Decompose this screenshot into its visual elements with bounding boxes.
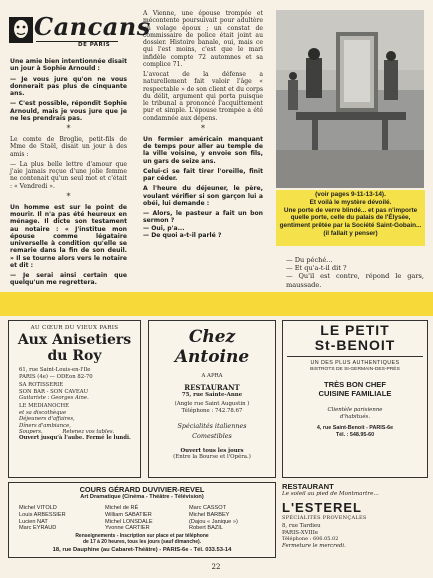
anecdote-fermier-3: A l'heure du déjeuner, le père, voulant vérifier si son garçon lui a obéi, lui demande :: [143, 185, 263, 207]
ad-aux-anisetiers: [8, 320, 141, 478]
ad-phone: Téléphone : 606.05.02: [282, 536, 339, 543]
anecdote-arnould-intro: Une amie bien intentionnée disait un jour à Sophie Arnould :: [10, 58, 127, 73]
article-column-1: [10, 58, 127, 290]
ad-phone: PARIS (4e) — ODEon 82-70: [19, 373, 93, 380]
ad-city: PARIS-XVIIIe: [282, 529, 319, 536]
ad-phone: Téléphone : 742.78.67: [181, 407, 243, 414]
ad-tagline: AU CŒUR DU VIEUX PARIS: [30, 325, 119, 331]
ad-line: CUISINE FAMILIALE: [318, 389, 392, 399]
ad-address: 18, rue Dauphine (au Cabaret-Théâtre) - PARIS-6e - Tél. 033.53-14: [52, 547, 232, 553]
ad-line-b: Retenez vos tables.: [62, 429, 115, 436]
teacher: William SABATIER: [105, 511, 152, 518]
ad-line: Spécialités italiennes: [177, 422, 247, 431]
page-number: 22: [211, 563, 221, 571]
anecdote-arnould-reply: — C'est possible, répondit Sophie Arnould, mais je vous jure que je ne les prendrais pas.: [10, 100, 127, 122]
ad-line: TRÈS BON CHEF: [323, 380, 387, 390]
anecdote-testament: Un homme est sur le point de mourir. Il n'a pas été heureux en ménage. Il dicte son testament au notaire : « J'institue mon épouse comme légataire universelle à condition qu'elle se remarie dans la fin de son deuil. » Il se tourne alors vers le notaire et dit :: [10, 203, 127, 269]
ad-line: Guitariste : Georges Aine.: [19, 395, 89, 402]
teacher: Michel BARBEY: [189, 511, 230, 518]
ad-line: LE MEDIANOCHE: [19, 403, 70, 410]
anecdote-fermier-4: — Alors, le pasteur a fait un bon sermon ?: [143, 210, 263, 225]
dialogue-3: — Qu'il est contre, répond le gars, maussade.: [286, 272, 424, 289]
teacher: Michel VITOLD: [19, 505, 57, 511]
teacher: Louis ARBESSIER: [19, 511, 66, 518]
ad-line: A APRA: [201, 373, 223, 379]
anecdote-broglie-quote: — La plus belle lettre d'amour que j'aie jamais reçue d'une jolie femme ne contenait qu'un seul mot et c'était : « Vendredi ».: [10, 160, 127, 190]
article-column-3: [286, 256, 424, 289]
masthead: [8, 10, 151, 52]
ad-line: SA ROTISSERIE: [19, 382, 64, 389]
teacher: Yvonne CARTIER: [105, 525, 150, 532]
ad-kind: RESTAURANT: [282, 482, 334, 491]
ad-line: Déjeuners d'affaires,: [19, 416, 75, 423]
anecdote-fermier-2: Celui-ci se fait tirer l'oreille, finit par céder.: [143, 167, 263, 182]
ad-name-2: St-BENOIT: [314, 337, 396, 353]
ad-name: LE PETIT: [320, 322, 390, 338]
anecdote-broglie-intro: Le comte de Broglie, petit-fils de Mme de Staël, disait un jour à des amis :: [10, 136, 127, 158]
masthead-mask-icon: [8, 14, 34, 46]
ad-chez-antoine: [148, 320, 276, 478]
ad-line: Ouvert jusqu'à l'aube. Fermé le lundi.: [19, 435, 131, 442]
caption-ref: (voir pages 9-11-13-14).: [315, 191, 386, 198]
ad-line: Fermeture le mercredi.: [282, 542, 346, 549]
teacher: Marc CASSOT: [189, 505, 226, 511]
ad-line: et sa discothèque: [19, 409, 67, 416]
separator-asterisk: *: [201, 123, 205, 133]
teachers-col-1: [19, 505, 99, 532]
ad-line: d'habitués.: [339, 413, 371, 420]
ad-address: 8, rue Tardieu: [282, 523, 321, 530]
ad-address: 75, rue Sainte-Anne: [181, 391, 243, 398]
ad-line: Comestibles: [192, 431, 232, 440]
teacher: Robert BAZIL: [189, 525, 223, 532]
article-column-2: [143, 10, 263, 242]
masthead-title: Cancans: [34, 12, 151, 41]
teachers-col-2: [105, 505, 185, 532]
teachers-col-3: [189, 505, 273, 532]
photo-caption: [276, 190, 425, 246]
ad-petit-st-benoit: [282, 320, 428, 478]
photo-workers-icon: [276, 10, 424, 188]
ad-name: L'ESTEREL: [282, 499, 362, 515]
anecdote-arnould-line: — Je vous jure qu'on ne vous donnerait pas plus de cinquante ans.: [10, 75, 127, 97]
yellow-band: [0, 292, 433, 316]
ad-address: 4, rue Saint-Benoit - PARIS-6e: [316, 425, 394, 432]
photo-glass-door: [276, 10, 424, 188]
ad-line: (Entre la Bourse et l'Opéra.): [173, 454, 251, 461]
ad-phone: Tél. : 548.95-60: [335, 431, 375, 438]
ad-esterel: [282, 482, 426, 556]
ad-info-1: Renseignements - Inscription sur place et par téléphone: [75, 533, 209, 539]
ad-line: Dîners d'ambiance,: [19, 422, 71, 429]
anecdote-testament-end: — Je serai ainsi certain que quelqu'un me regrettera.: [10, 272, 127, 287]
teacher: Michel LONSDALE: [105, 518, 153, 525]
ad-info: [9, 533, 275, 545]
teacher: Marc EYRAUD: [19, 525, 57, 532]
dialogue-2: — Et qu'a-t-il dit ?: [286, 264, 347, 273]
separator-asterisk: *: [66, 191, 71, 201]
dialogue-1: — Du péché...: [286, 256, 333, 264]
separator-asterisk: *: [66, 124, 71, 133]
ad-line: Clientèle parisienne: [327, 407, 383, 414]
anecdote-fermier: Un fermier américain manquant de temps pour aller au temple de la ville voisine, y envoie son fils, un gars de seize ans.: [143, 135, 263, 165]
ad-name: Aux Anisetiers: [17, 332, 132, 349]
teacher: Michel de RÉ: [105, 505, 139, 511]
ad-name: Chez Antoine: [174, 327, 250, 367]
caption-line: Et voilà le mystère dévoilé.: [309, 198, 392, 206]
ad-name-2: du Roy: [47, 348, 102, 365]
ad-line: SPÉCIALITÉS PROVENÇALES: [282, 514, 367, 521]
ad-line: Ouvert tous les jours: [180, 447, 244, 454]
anecdote-fermier-6: — De quoi a-t-il parlé ?: [143, 231, 222, 239]
ad-address: 61, rue Saint-Louis-en-l'Ile: [19, 367, 91, 374]
ad-line: UN DES PLUS AUTHENTIQUES: [310, 360, 400, 366]
ad-tagline: Le soleil au pied de Montmartre...: [282, 491, 379, 497]
anecdote-vienne-defense: L'avocat de la défense a naturellement fait valoir l'âge « respectable » de son client et du corps du délit, argument qui porta puisque le tribunal a prononcé l'acquittement pur et simple. L'épouse trompée a été condamnée aux dépens.: [143, 71, 263, 122]
ad-subtitle: Art Dramatique (Cinéma - Théâtre - Télévision): [80, 494, 204, 500]
ad-line: SON BAR - SON CAVEAU: [19, 388, 89, 395]
ad-info-2: de 17 à 20 heures, tous les jours (sauf dimanche).: [82, 539, 202, 545]
ad-cours-duvivier: [8, 482, 276, 558]
anecdote-vienne: A Vienne, une épouse trompée et mécontente poursuivait pour adultère un volage époux ; un constat de commissaire de police était joint au dossier. Histoire banale, oui, mais ce qui l'est moins, c'est que le mari infidèle compte 72 automnes et sa complice 71.: [143, 10, 263, 68]
ad-line-a: Soupers.: [19, 429, 43, 436]
teacher: (Dajou « Janique »): [189, 518, 238, 525]
ad-line: BISTROTS DE St-GERMAIN-DES-PRÉS: [310, 366, 400, 372]
ad-name: COURS GÉRARD DUVIVIER-REVEL: [79, 485, 205, 494]
masthead-subtitle: DE PARIS: [78, 42, 111, 48]
caption-text: Une porte de verre blindé... et pas n'importe quelle porte, celle du palais de l'Élysée, gentiment prêtée par la Société Saint-Gobain... (il fallait y penser): [279, 206, 422, 237]
anecdote-fermier-5: — Oui, p'a...: [143, 224, 185, 232]
teacher: Lucien NAT: [19, 518, 48, 525]
ad-kind: RESTAURANT: [184, 382, 240, 392]
ad-line: (Angle rue Saint Augustin ): [174, 401, 250, 408]
